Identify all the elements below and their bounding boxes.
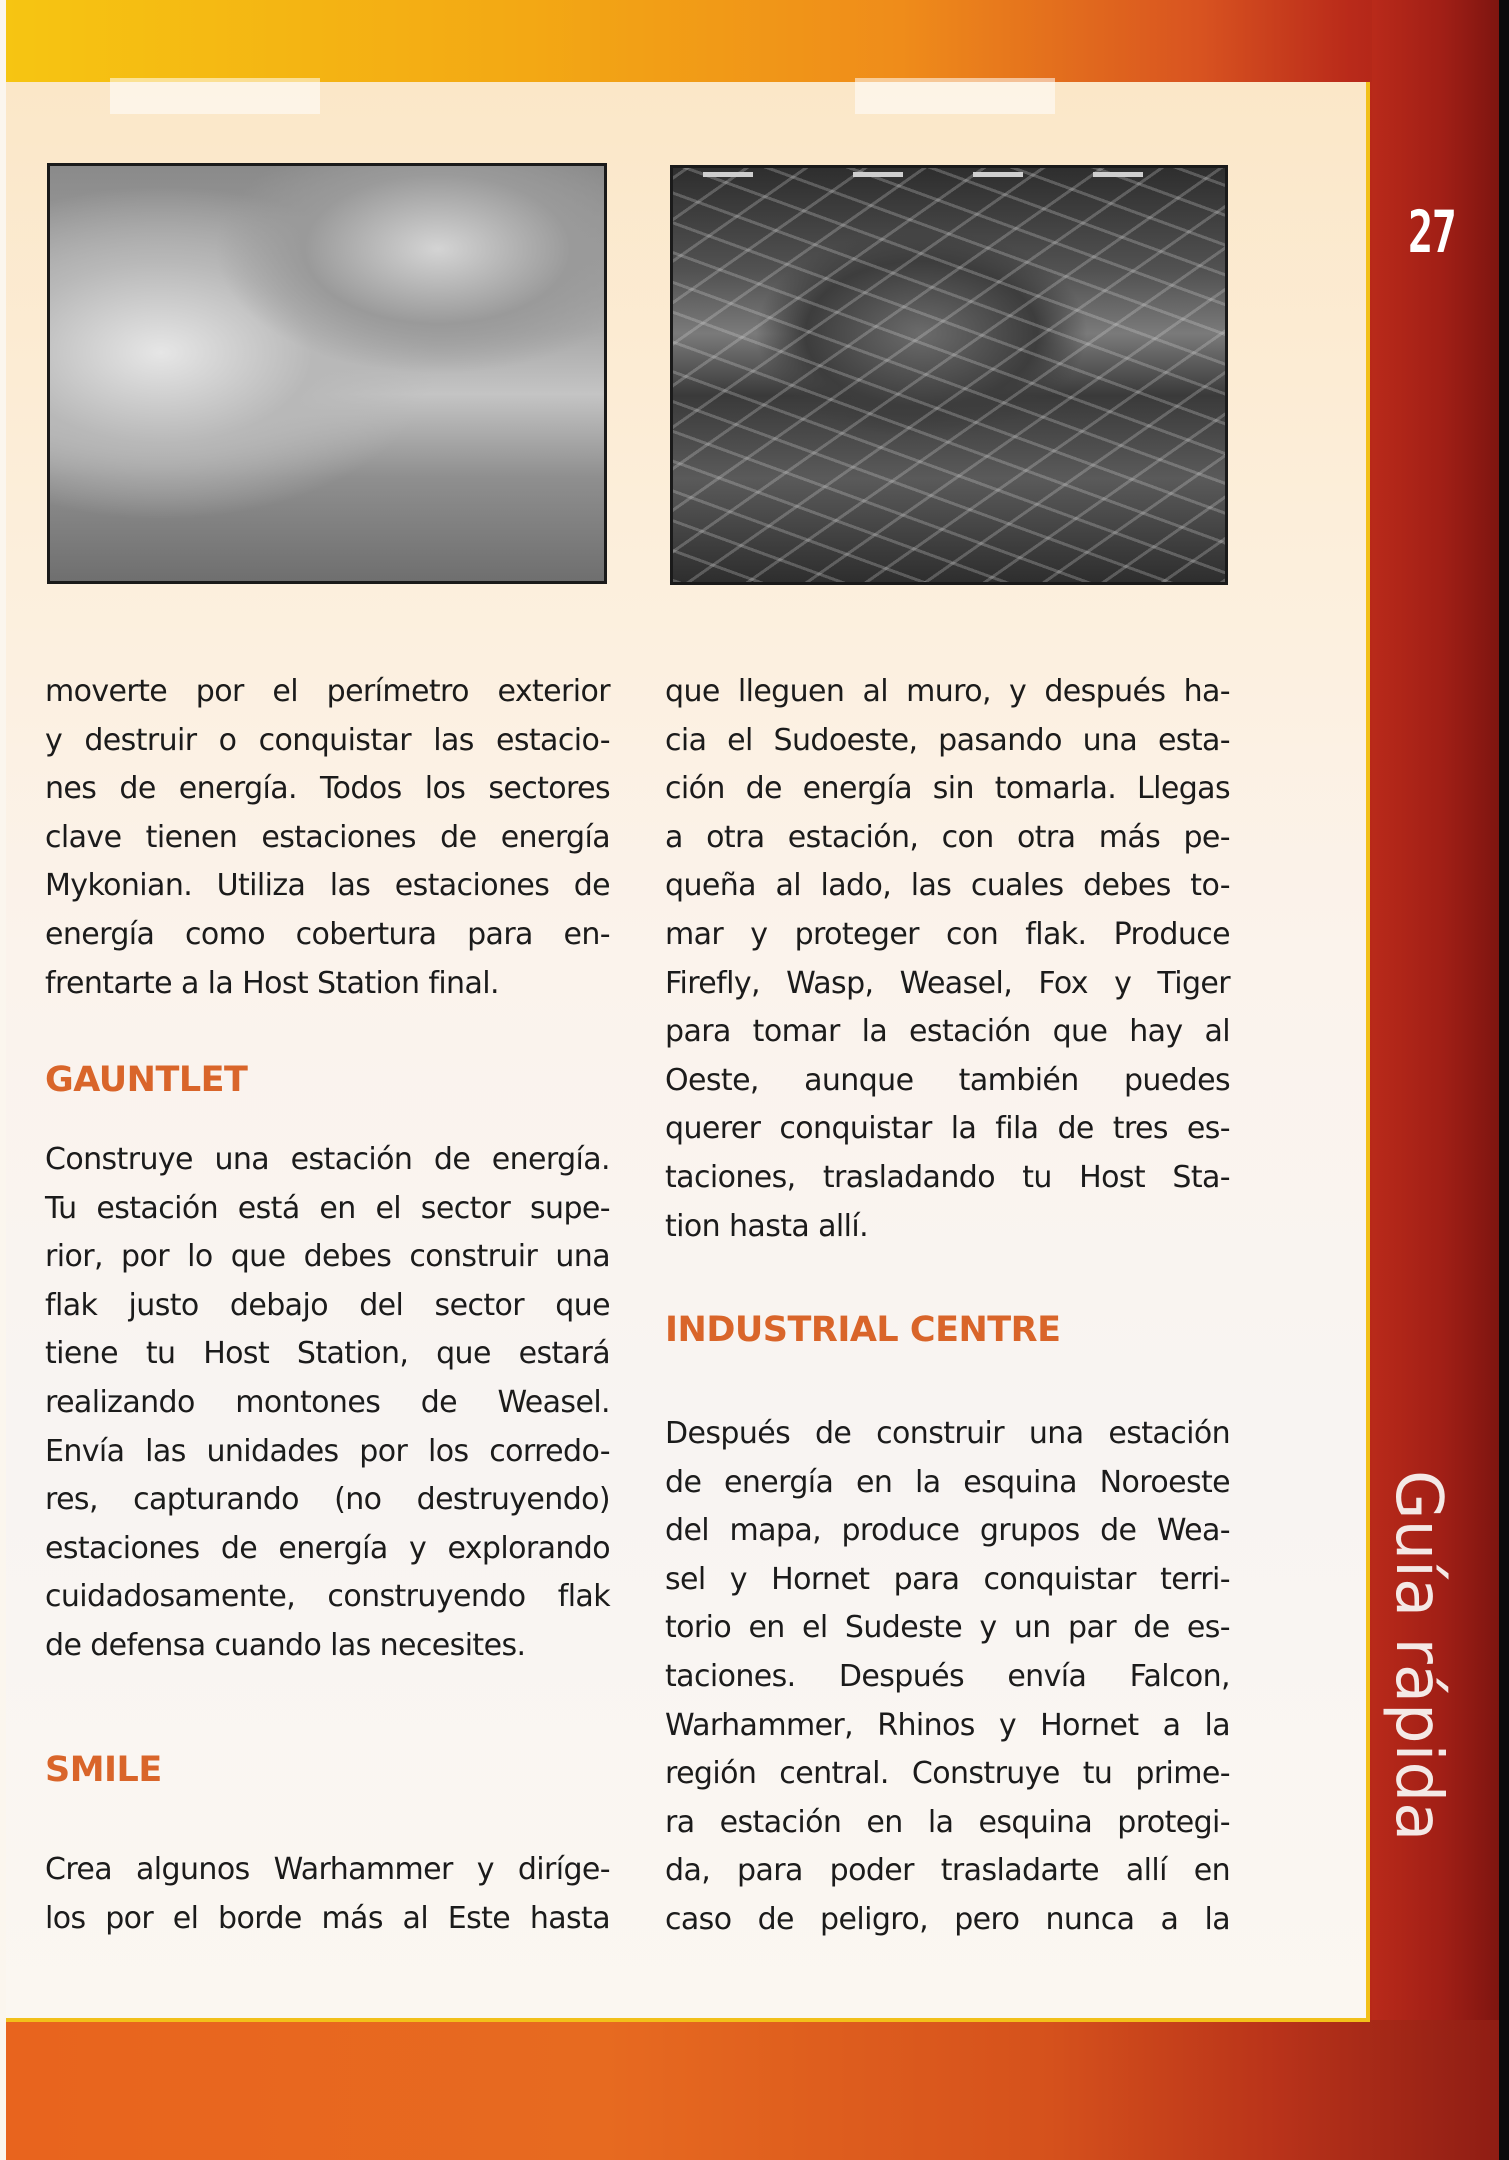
hud-bar — [853, 172, 903, 177]
text-line: Crea algunos Warhammer y diríge- — [45, 1852, 610, 1887]
text-line: de defensa cuando las necesites. — [45, 1627, 526, 1663]
page-number: 27 — [1408, 198, 1456, 266]
text-line: frentarte a la Host Station final. — [45, 965, 499, 1001]
text-line: queña al lado, las cuales debes to- — [665, 868, 1230, 904]
text-line: y destruir o conquistar las estacio- — [45, 722, 610, 758]
text-line: realizando montones de Weasel. — [45, 1384, 610, 1420]
text-line: Mykonian. Utiliza las estaciones de — [45, 868, 610, 904]
hud-bar — [1093, 172, 1143, 177]
text-line: taciones, trasladando tu Host Sta- — [665, 1159, 1230, 1195]
black-binding-edge — [1499, 0, 1509, 2160]
text-line: cia el Sudoeste, pasando una esta- — [665, 722, 1230, 758]
text-line: taciones. Después envía Falcon, — [665, 1658, 1230, 1694]
text-line: Warhammer, Rhinos y Hornet a la — [665, 1707, 1230, 1743]
text-line: querer conquistar la fila de tres es- — [665, 1111, 1230, 1147]
text-line: cuidadosamente, construyendo flak — [45, 1579, 610, 1615]
text-line: los por el borde más al Este hasta — [45, 1900, 610, 1936]
text-line: da, para poder trasladarte allí en — [665, 1853, 1230, 1889]
text-line: rior, por lo que debes construir una — [45, 1239, 610, 1275]
text-line: mar y proteger con flak. Produce — [665, 916, 1230, 952]
text-line: a otra estación, con otra más pe- — [665, 819, 1230, 855]
text-line: tion hasta allí. — [665, 1208, 869, 1244]
bleedthrough-banner-right — [855, 78, 1055, 114]
text-line: de energía en la esquina Noroeste — [665, 1464, 1230, 1500]
text-line: tiene tu Host Station, que estará — [45, 1336, 610, 1372]
heading-industrial-centre: INDUSTRIAL CENTRE — [665, 1310, 1061, 1350]
text-line: que lleguen al muro, y después ha- — [665, 674, 1230, 709]
text-line: ción de energía sin tomarla. Llegas — [665, 771, 1230, 807]
text-line: del mapa, produce grupos de Wea- — [665, 1513, 1230, 1549]
hud-bar — [703, 172, 753, 177]
text-line: nes de energía. Todos los sectores — [45, 771, 610, 807]
text-line: Firefly, Wasp, Weasel, Fox y Tiger — [665, 965, 1230, 1001]
screenshot-host-station — [670, 165, 1228, 585]
text-line: Después de construir una estación — [665, 1416, 1230, 1451]
gauntlet-body — [45, 1136, 610, 1671]
top-gradient-band — [6, 0, 1499, 82]
text-line: Envía las unidades por los corredo- — [45, 1433, 610, 1469]
right-column-intro — [665, 668, 1230, 1251]
industrial-centre-body — [665, 1410, 1230, 1945]
screenshot-fog-landscape — [47, 163, 607, 584]
text-line: moverte por el perímetro exterior — [45, 674, 610, 709]
text-line: ra estación en la esquina protegi- — [665, 1804, 1230, 1840]
section-title-vertical: Guía rápida — [1381, 1470, 1455, 1842]
heading-gauntlet: GAUNTLET — [45, 1060, 248, 1100]
text-line: energía como cobertura para en- — [45, 916, 610, 952]
hud-bar — [973, 172, 1023, 177]
left-column-intro — [45, 668, 610, 1008]
text-line: región central. Construye tu prime- — [665, 1756, 1230, 1792]
text-line: sel y Hornet para conquistar terri- — [665, 1561, 1230, 1597]
text-line: caso de peligro, pero nunca a la — [665, 1901, 1230, 1937]
text-line: torio en el Sudeste y un par de es- — [665, 1610, 1230, 1646]
text-line: Construye una estación de energía. — [45, 1142, 610, 1177]
text-line: Tu estación está en el sector supe- — [45, 1190, 610, 1226]
bottom-gradient-band — [6, 2020, 1499, 2160]
text-line: clave tienen estaciones de energía — [45, 819, 610, 855]
bleedthrough-banner-left — [110, 78, 320, 114]
text-line: Oeste, aunque también puedes — [665, 1062, 1230, 1098]
text-line: res, capturando (no destruyendo) — [45, 1482, 610, 1518]
text-line: estaciones de energía y explorando — [45, 1530, 610, 1566]
text-line: flak justo debajo del sector que — [45, 1287, 610, 1323]
text-line: para tomar la estación que hay al — [665, 1014, 1230, 1050]
heading-smile: SMILE — [45, 1750, 162, 1790]
smile-body — [45, 1846, 610, 1943]
